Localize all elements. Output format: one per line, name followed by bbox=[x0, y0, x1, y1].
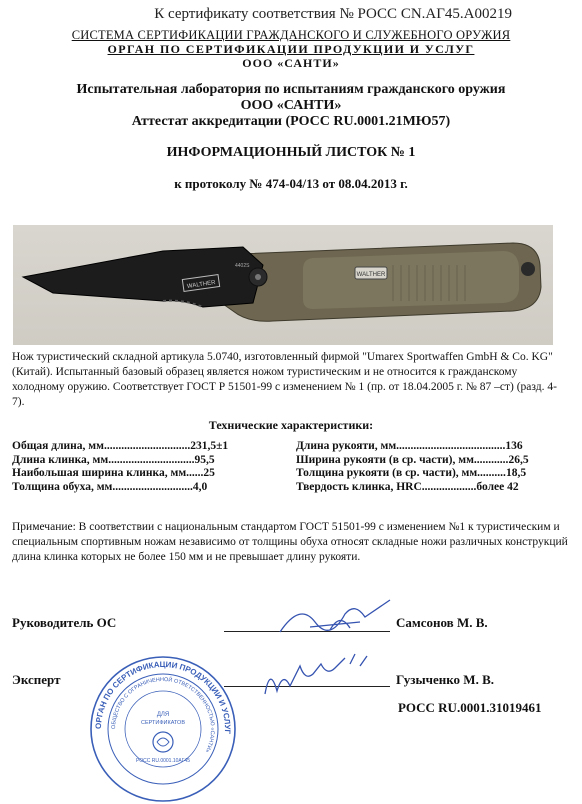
laboratory-name: ООО «САНТИ» bbox=[240, 98, 342, 113]
spec-spine-thickness: Толщина обуха, мм............................4,0 bbox=[12, 480, 208, 493]
stamp-center-mid: СЕРТИФИКАТОВ bbox=[140, 720, 186, 726]
technical-specs-title: Технические характеристики: bbox=[208, 418, 374, 432]
certificate-reference: К сертификату соответствия № РОСС CN.АГ45.А00219 bbox=[154, 6, 512, 22]
specs-left-column bbox=[12, 440, 282, 494]
blade-code: 4402S bbox=[235, 263, 250, 269]
laboratory-title: Испытательная лаборатория по испытаниям гражданского оружия bbox=[76, 82, 506, 97]
protocol-reference: к протоколу № 474-04/13 от 08.04.2013 г. bbox=[174, 176, 408, 191]
spec-handle-width: Ширина рукояти (в ср. части), мм............26,5 bbox=[296, 453, 529, 466]
spec-blade-width: Наибольшая ширина клинка, мм......25 bbox=[12, 467, 215, 480]
stamp-center-top: ДЛЯ bbox=[156, 712, 170, 718]
specs-right-column bbox=[296, 440, 576, 494]
spec-handle-length: Длина рукояти, мм......................................136 bbox=[296, 440, 523, 452]
pct-mark-icon bbox=[153, 732, 173, 752]
stamp-ring-text: ОРГАН ПО СЕРТИФИКАЦИИ ПРОДУКЦИИ И УСЛУГ bbox=[93, 659, 233, 735]
knife-photo bbox=[13, 225, 553, 345]
organization-name: ООО «САНТИ» bbox=[242, 56, 340, 70]
spec-overall-length: Общая длина, мм..............................231,5±1 bbox=[12, 440, 229, 452]
product-description: Нож туристический складной артикула 5.0740, изготовленный фирмой "Umarex Sportwaffen GmbH & Co. KG" (Китай). Испытанный базовый образец является ножом туристическим и не относится к гражданскому холодному оружию. Соответствует ГОСТ Р 51501-99 с изменением № 1 (пр. от 18.04.2005 г. № 87 –ст) (разд. 4-7). bbox=[12, 351, 557, 408]
handle-logo: WALTHER bbox=[356, 272, 386, 278]
accreditation-certificate: Аттестат аккредитации (РОСС RU.0001.21МЮ57) bbox=[131, 114, 451, 129]
knife-blade bbox=[23, 247, 263, 307]
spec-handle-thickness: Толщина рукояти (в ср. части), мм..........18,5 bbox=[296, 467, 527, 480]
head-name: Самсонов М. В. bbox=[396, 615, 488, 630]
certification-system-title: СИСТЕМА СЕРТИФИКАЦИИ ГРАЖДАНСКОГО И СЛУЖЕБНОГО ОРУЖИЯ bbox=[71, 28, 511, 42]
expert-accreditation: РОСС RU.0001.31019461 bbox=[398, 700, 542, 715]
note-paragraph: Примечание: В соответствии с национальным стандартом ГОСТ 51501-99 с изменением №1 к туристическим и специальным спортивным ножам независимо от толщины обуха относят складные ножи различных конструкций длина клинка которых не более 150 мм и не превышает длину рукояти. bbox=[12, 521, 568, 563]
expert-label: Эксперт bbox=[12, 672, 61, 687]
stamp-inner-ring-text: ОБЩЕСТВО С ОГРАНИЧЕННОЙ ОТВЕТСТВЕННОСТЬЮ «САНТИ» bbox=[110, 676, 216, 754]
certification-stamp bbox=[88, 654, 238, 804]
knife-illustration bbox=[13, 225, 553, 345]
blade-logo: WALTHER bbox=[186, 280, 216, 290]
spec-blade-length: Длина клинка, мм..............................95,5 bbox=[12, 453, 215, 466]
expert-name: Гузыченко М. В. bbox=[396, 672, 495, 687]
glass-breaker bbox=[521, 262, 535, 276]
spec-blade-hardness: Твердость клинка, HRC...................более 42 bbox=[296, 480, 519, 493]
head-signature bbox=[270, 592, 400, 642]
expert-signature bbox=[255, 646, 375, 701]
document-title: ИНФОРМАЦИОННЫЙ ЛИСТОК № 1 bbox=[166, 145, 416, 160]
stamp-registration: РОСС RU.0001.10АГ45 bbox=[135, 758, 191, 764]
certification-body-title: ОРГАН ПО СЕРТИФИКАЦИИ ПРОДУКЦИИ И УСЛУГ bbox=[107, 42, 475, 56]
head-of-body-label: Руководитель ОС bbox=[12, 615, 117, 630]
